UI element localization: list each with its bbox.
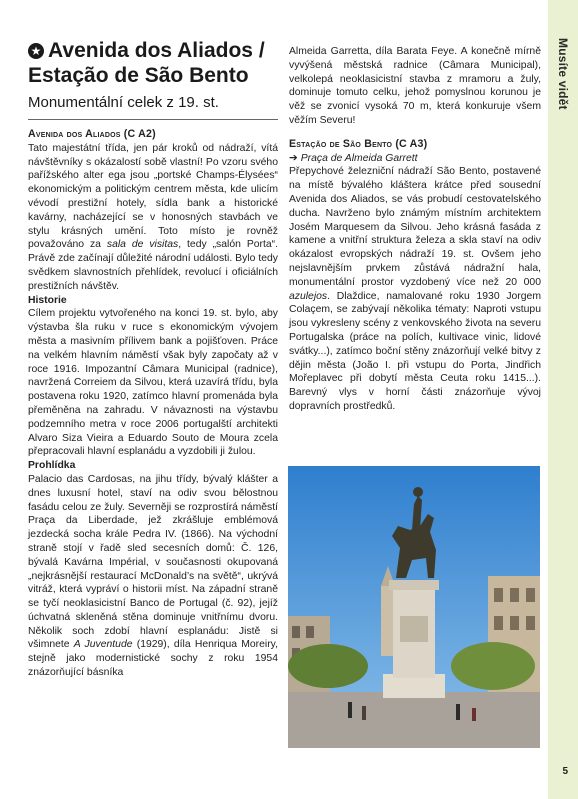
history-paragraph: Cílem projektu vytvořeného na konci 19. st. bylo, aby výstavba šla ruku v ruce s ekonomickým vývojem města a masivním přílivem bank a pojišťoven. Práce na velkém hlavním náměstí však byly započaty až v roce 1916. Impozantní Câmara Municipal (radnice), navržená Correiem da Silvou, která uzavírá třídu, byla postavena roku 1920, zatímco hlavní promenáda byla přeměněna na zahradu. V návaznosti na výstavbu podzemního metra v roce 2006 portugalští architekti Alvaro Siza Vieira a Eduardo Souto de Moura zcela přepracovali hlavní esplanádu a vyzdobili ji žulou. — [28, 308, 278, 458]
photo-trees-right — [451, 642, 535, 690]
aliados-intro-italic: sala de visitas — [106, 239, 179, 251]
sidebar-label: Musíte vidět — [556, 38, 570, 110]
page-title-text: Avenida dos Aliados / Estação de São Bento — [28, 39, 265, 87]
walk-text-b: (1929), díla Henriqua Moreiry, stejně jako modernistické sochy z roku 1954 znázorňující básníka — [28, 639, 278, 679]
aliados-intro-text-a: Tato majestátní třída, jen pár kroků od nádraží, vítá návštěvníky s okázalostí sobě vlastní! Po vzoru svého pařížského alter ega jsou „portské Champs-Élysées“ ekonomickým a politickým centrem města, kde ulicím vévodí prestižní hotely, sídla bank a historické kavárny, nacházející se v honosných stavbách ve stylu krásných umění. Toto místo je rovněž považováno za — [28, 142, 278, 251]
sidebar-tab — [548, 0, 578, 799]
section-gap — [289, 128, 541, 138]
history-heading: Historie — [28, 294, 67, 306]
arrow-right-icon: ➔ — [289, 152, 298, 164]
walk-paragraph — [28, 473, 278, 680]
page-subtitle: Monumentální celek z 19. st. — [28, 94, 219, 111]
sao-bento-text-b: . Dlaždice, namalované roku 1930 Jorgem Colaçem, se zabývají několika tématy: Naproti vstupu jsou vykresleny scény z venkovského života na severu Portugalska (práce na polích, kultivace vinic, lidové svátky...), zatímco boční stěny znázorňují velké bitvy z dějin města (João I. při vstupu do Porta, Jindřich Mořeplavec při dobytí města Ceuta roku 1415...). Barevný vlys v horní části znázorňuje vývoj dopravních prostředků. — [289, 290, 541, 412]
location-line — [289, 152, 541, 166]
title-divider — [28, 119, 278, 120]
sao-bento-paragraph — [289, 165, 541, 413]
column-right — [289, 45, 541, 414]
section-heading-sao-bento: Estação de São Bento (C A3) — [289, 137, 428, 150]
photo-trees-left — [288, 644, 368, 688]
photo-equestrian-statue — [288, 466, 540, 748]
location-text: Praça de Almeida Garrett — [300, 152, 418, 164]
walk-text-a: Palacio das Cardosas, na jihu třídy, bývalý klášter a dnes luxusní hotel, staví na odiv svou bělostnou fasádu celou ze žuly. Severněji se rozprostírá náměstí Praça da Liberdade, jež zkrášluje emblémová jezdecká socha krále Pedra IV. (1866). Na východní straně stojí v řadě sled secesních domů: Č. 126, bývalá Kavárna Impérial, v současnosti okupovaná „nejkrásnější restaurací McDonald’s na světě“, ukrývá vitráž, která vypráví o historii míst. Na západní straně se tyčí neoklasicistní Banco de Portugal (č. 92), jejíž úchvatná skleněná stěna dominuje vnitřnímu dvoru. Několik soch zdobí hlavní esplanádu: Jistě si všimnete — [28, 473, 278, 651]
continuation-paragraph: Almeida Garretta, díla Barata Feye. A konečně mírně vyvýšená městská radnice (Câmara Municipal), velkolepá neoklasicistní stavba z mramoru a žuly, dominuje tomuto celku, jehož pomyslnou korunou je věž se zvonicí vysoká 70 m, která konkuruje všem věžím Severu! — [289, 46, 541, 126]
aliados-intro-text-b: , tedy „salón Porta“. Právě zde začínají důležité národní události. Bylo tedy svědkem slavnostních přehlídek, revolucí i oficiálních prestižních návštěv. — [28, 239, 279, 292]
aliados-intro-paragraph — [28, 142, 278, 294]
star-in-circle-icon: ★ — [28, 43, 44, 59]
sao-bento-text-a: Přepychové železniční nádraží São Bento, postavené na místě bývalého kláštera krátce před sousední Avenida dos Aliados, se vás probudí cestovatelského ducha. Navrženo bylo známým místním architektem Josém Marquesem da Silvou. Jeho krásná fasáda z kamene a vnitřní struktura železa a skla staví na odiv okázalost evropských nádraží 19. st. Ovšem jeho nejslavnějším prvkem zůstává nádražní hala, monumentální prostor vyzdobený více než 20 000 — [289, 166, 541, 288]
sao-bento-italic: azulejos — [289, 290, 328, 302]
walk-italic: A Juventude — [73, 639, 133, 651]
page-number: 5 — [562, 766, 568, 777]
photo-clock-tower — [381, 586, 395, 656]
column-left — [28, 128, 278, 680]
walk-heading: Prohlídka — [28, 460, 76, 472]
page-title — [28, 38, 278, 88]
section-heading-aliados: Avenida dos Aliados (C A2) — [28, 128, 156, 140]
photo-plaza — [288, 692, 540, 748]
